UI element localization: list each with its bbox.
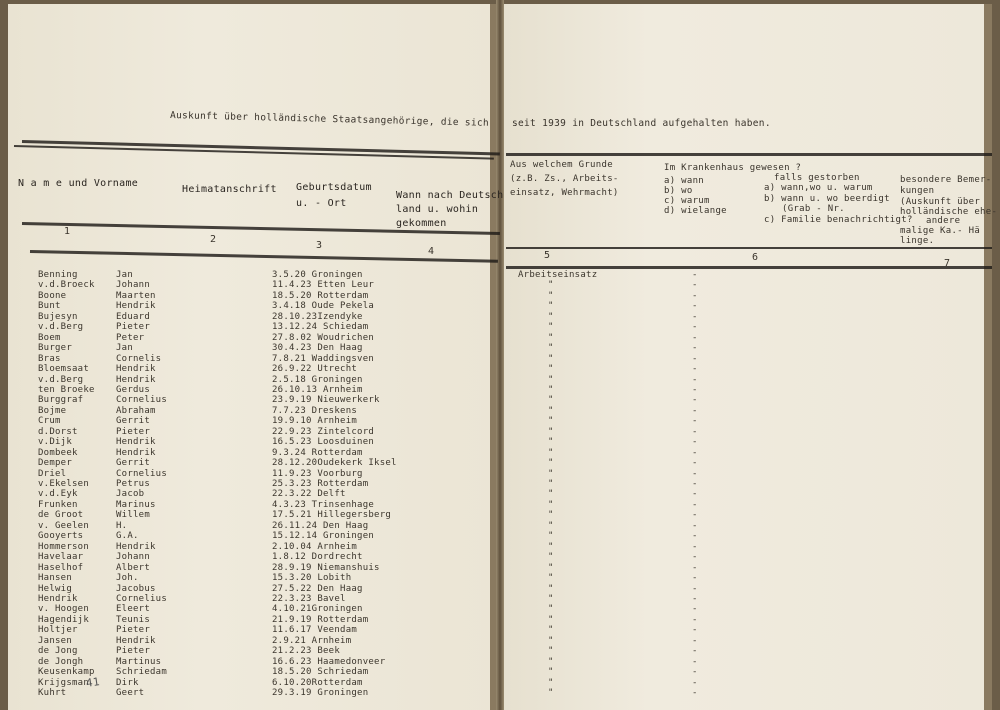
- cell-hospital-dash: -: [692, 604, 698, 615]
- cell-first-name: Peter: [116, 332, 145, 343]
- cell-first-name: Johann: [116, 552, 151, 563]
- cell-hospital-dash: -: [692, 426, 698, 437]
- col-header-remarks-4: holländische ehe-: [900, 207, 998, 217]
- cell-surname: Bras: [38, 353, 61, 364]
- col-num-3: 3: [316, 240, 323, 251]
- col-header-death-5: c) Familie benachrichtigt?: [764, 215, 913, 225]
- col-header-hospital-c: c) warum: [664, 196, 710, 206]
- cell-hospital-dash: -: [692, 405, 698, 416]
- cell-reason: ": [548, 510, 554, 521]
- cell-reason: ": [548, 332, 554, 343]
- cell-hospital-dash: -: [692, 322, 698, 333]
- cell-birth: 28.12.20Oudekerk Iksel: [272, 458, 397, 469]
- cell-hospital-dash: -: [692, 332, 698, 343]
- cell-hospital-dash: -: [692, 593, 698, 604]
- cell-hospital-dash: -: [692, 364, 698, 375]
- cell-birth: 22.3.22 Delft: [272, 489, 346, 500]
- cell-surname: v.d.Berg: [38, 374, 84, 385]
- cell-birth: 11.4.23 Etten Leur: [272, 280, 375, 291]
- cell-reason: ": [548, 573, 554, 584]
- cell-hospital-dash: -: [692, 614, 698, 625]
- cell-reason: ": [548, 604, 554, 615]
- cell-birth: 15.12.14 Groningen: [272, 531, 375, 542]
- cell-birth: 23.9.19 Nieuwerkerk: [272, 395, 380, 406]
- cell-hospital-dash: -: [692, 280, 698, 291]
- cell-reason: ": [548, 447, 554, 458]
- col-header-birth-1: Geburtsdatum: [296, 182, 372, 193]
- cell-reason: ": [548, 437, 554, 448]
- cell-hospital-dash: -: [692, 552, 698, 563]
- cell-first-name: Dirk: [116, 677, 139, 688]
- cell-first-name: Jan: [116, 270, 134, 280]
- cell-birth: 6.10.20Rotterdam: [272, 677, 363, 688]
- cell-birth: 3.5.20 Groningen: [272, 270, 363, 280]
- cell-birth: 30.4.23 Den Haag: [272, 343, 363, 354]
- cell-birth: 28.9.19 Niemanshuis: [272, 562, 380, 573]
- header-mid-rule-right: [506, 247, 992, 249]
- cell-birth: 4.10.21Groningen: [272, 604, 363, 615]
- cell-hospital-dash: -: [692, 646, 698, 657]
- cell-reason: ": [548, 635, 554, 646]
- col-header-birth-2: u. - Ort: [296, 198, 347, 209]
- cell-birth: 25.3.23 Rotterdam: [272, 479, 369, 489]
- cell-surname: v. Hoogen: [38, 604, 90, 615]
- cell-reason: ": [548, 301, 554, 312]
- cell-hospital-dash: -: [692, 290, 698, 301]
- cell-reason: ": [548, 343, 554, 354]
- col-header-when-3: gekommen: [396, 218, 447, 229]
- cell-surname: Hommerson: [38, 541, 90, 552]
- cell-first-name: Geert: [116, 688, 145, 698]
- cell-hospital-dash: -: [692, 447, 698, 458]
- cell-reason: ": [548, 499, 554, 510]
- header-bottom-rule-right: [506, 266, 992, 269]
- cell-birth: 29.3.19 Groningen: [272, 688, 369, 698]
- cell-birth: 7.7.23 Dreskens: [272, 405, 358, 416]
- cell-hospital-dash: -: [692, 562, 698, 573]
- cell-hospital-dash: -: [692, 270, 698, 280]
- col-num-7: 7: [944, 258, 951, 269]
- cell-first-name: Jacob: [116, 489, 145, 500]
- col-header-death-2: a) wann,wo u. warum: [764, 183, 873, 193]
- cell-surname: d.Dorst: [38, 426, 78, 437]
- cell-surname: Kuhrt: [38, 688, 67, 698]
- cell-reason: ": [548, 468, 554, 479]
- cell-surname: Hansen: [38, 573, 73, 584]
- col-header-remarks-1: besondere Bemer-: [900, 175, 992, 185]
- cell-surname: v.d.Broeck: [38, 280, 95, 291]
- cell-surname: Dombeek: [38, 447, 78, 458]
- cell-hospital-dash: -: [692, 353, 698, 364]
- cell-first-name: Hendrik: [116, 541, 156, 552]
- cell-first-name: Joh.: [116, 573, 139, 584]
- cell-first-name: Gerdus: [116, 384, 151, 395]
- cell-birth: 21.2.23 Beek: [272, 646, 341, 657]
- cell-reason: ": [548, 656, 554, 667]
- cell-surname: Bunt: [38, 301, 61, 312]
- cell-hospital-dash: -: [692, 531, 698, 542]
- cell-hospital-dash: -: [692, 667, 698, 678]
- header-top-rule-right: [506, 153, 992, 156]
- cell-birth: 3.4.18 Oude Pekela: [272, 301, 375, 312]
- cell-first-name: Hendrik: [116, 635, 156, 646]
- cell-surname: ten Broeke: [38, 384, 95, 395]
- title-left: Auskunft über holländische Staatsangehörige, die sich: [169, 110, 490, 129]
- cell-birth: 26.10.13 Arnheim: [272, 384, 363, 395]
- cell-reason: ": [548, 322, 554, 333]
- cell-birth: 22.3.23 Bavel: [272, 593, 346, 604]
- cell-first-name: Cornelis: [116, 353, 162, 364]
- col-header-remarks-7: linge.: [900, 236, 935, 246]
- cell-first-name: Schriedam: [116, 667, 168, 678]
- cell-hospital-dash: -: [692, 489, 698, 500]
- book-gutter: [496, 0, 504, 710]
- cell-hospital-dash: -: [692, 688, 698, 698]
- cell-first-name: Jan: [116, 343, 134, 354]
- cell-hospital-dash: -: [692, 311, 698, 322]
- col-header-death-4: (Grab - Nr.: [782, 204, 845, 214]
- cell-reason: ": [548, 426, 554, 437]
- cell-reason: ": [548, 552, 554, 563]
- cell-reason: ": [548, 280, 554, 291]
- cell-surname: Boone: [38, 290, 67, 301]
- cell-first-name: Martinus: [116, 656, 162, 667]
- cell-surname: Burger: [38, 343, 73, 354]
- cell-surname: Holtjer: [38, 625, 78, 636]
- cell-first-name: Pieter: [116, 426, 151, 437]
- cell-reason: ": [548, 353, 554, 364]
- cell-hospital-dash: -: [692, 384, 698, 395]
- cell-hospital-dash: -: [692, 677, 698, 688]
- cell-birth: 28.10.23Izendyke: [272, 311, 363, 322]
- col-header-hospital-b: b) wo: [664, 186, 693, 196]
- col-header-hospital-d: d) wielange: [664, 206, 727, 216]
- cell-first-name: Gerrit: [116, 416, 151, 427]
- cell-reason: ": [548, 374, 554, 385]
- cell-first-name: Cornelius: [116, 395, 168, 406]
- cell-surname: Krijgsman: [38, 677, 90, 688]
- cell-first-name: Willem: [116, 510, 151, 521]
- col-header-hospital-a: a) wann: [664, 176, 705, 186]
- cell-surname: Hagendijk: [38, 614, 90, 625]
- cell-birth: 27.5.22 Den Haag: [272, 583, 363, 594]
- cell-hospital-dash: -: [692, 343, 698, 354]
- cell-first-name: G.A.: [116, 531, 139, 542]
- col-num-5: 5: [544, 250, 551, 261]
- cell-hospital-dash: -: [692, 635, 698, 646]
- cell-first-name: Cornelius: [116, 593, 168, 604]
- cell-surname: Frunken: [38, 499, 78, 510]
- right-page: [502, 4, 992, 710]
- cell-first-name: Maarten: [116, 290, 156, 301]
- cell-reason: ": [548, 677, 554, 688]
- cell-surname: Hendrik: [38, 593, 78, 604]
- cell-hospital-dash: -: [692, 458, 698, 469]
- cell-reason: ": [548, 562, 554, 573]
- cell-surname: Gooyerts: [38, 531, 84, 542]
- col-header-reason-3: einsatz, Wehrmacht): [510, 188, 619, 198]
- cell-birth: 16.5.23 Loosduinen: [272, 437, 375, 448]
- cell-first-name: Albert: [116, 562, 151, 573]
- cell-birth: 7.8.21 Waddingsven: [272, 353, 375, 364]
- cell-reason: ": [548, 416, 554, 427]
- col-header-when-2: land u. wohin: [396, 204, 479, 215]
- col-header-remarks-2: kungen: [900, 186, 935, 196]
- cell-reason: ": [548, 364, 554, 375]
- col-header-when-1: Wann nach Deutsch: [396, 190, 504, 201]
- cell-surname: Helwig: [38, 583, 73, 594]
- cell-first-name: Hendrik: [116, 374, 156, 385]
- cell-birth: 27.8.02 Woudrichen: [272, 332, 375, 343]
- col-header-death-3: b) wann u. wo beerdigt: [764, 194, 890, 204]
- cell-first-name: Hendrik: [116, 437, 156, 448]
- cell-surname: Bloemsaat: [38, 364, 90, 375]
- cell-reason: ": [548, 531, 554, 542]
- cell-reason: Arbeitseinsatz: [518, 270, 598, 280]
- cell-first-name: Abraham: [116, 405, 156, 416]
- cell-birth: 15.3.20 Lobith: [272, 573, 352, 584]
- cell-birth: 9.3.24 Rotterdam: [272, 447, 363, 458]
- cell-reason: ": [548, 290, 554, 301]
- col-num-6: 6: [752, 252, 759, 263]
- cell-birth: 26.9.22 Utrecht: [272, 364, 358, 375]
- cell-surname: de Jong: [38, 646, 78, 657]
- cell-birth: 11.6.17 Veendam: [272, 625, 358, 636]
- cell-reason: ": [548, 625, 554, 636]
- cell-surname: Driel: [38, 468, 67, 479]
- cell-surname: Boem: [38, 332, 61, 343]
- cell-first-name: Pieter: [116, 646, 151, 657]
- cell-hospital-dash: -: [692, 468, 698, 479]
- cell-hospital-dash: -: [692, 583, 698, 594]
- cell-birth: 11.9.23 Voorburg: [272, 468, 363, 479]
- cell-first-name: Cornelius: [116, 468, 168, 479]
- cell-reason: ": [548, 541, 554, 552]
- cell-hospital-dash: -: [692, 573, 698, 584]
- cell-first-name: Gerrit: [116, 458, 151, 469]
- cell-birth: 21.9.19 Rotterdam: [272, 614, 369, 625]
- cell-hospital-dash: -: [692, 656, 698, 667]
- cell-surname: Bojme: [38, 405, 67, 416]
- cell-first-name: Jacobus: [116, 583, 156, 594]
- cell-hospital-dash: -: [692, 520, 698, 531]
- cell-first-name: Pieter: [116, 625, 151, 636]
- cell-birth: 13.12.24 Schiedam: [272, 322, 369, 333]
- col-header-remarks-3: (Auskunft über: [900, 197, 981, 207]
- cell-birth: 2.9.21 Arnheim: [272, 635, 352, 646]
- cell-first-name: Hendrik: [116, 301, 156, 312]
- cell-birth: 1.8.12 Dordrecht: [272, 552, 363, 563]
- col-header-remarks-6: malige Ka.- Hä: [900, 226, 981, 236]
- cell-birth: 26.11.24 Den Haag: [272, 520, 369, 531]
- cell-surname: v.Ekelsen: [38, 479, 90, 489]
- cell-reason: ": [548, 395, 554, 406]
- cell-reason: ": [548, 667, 554, 678]
- col-header-reason-2: (z.B. Zs., Arbeits-: [510, 174, 619, 184]
- col-header-address: Heimatanschrift: [182, 184, 277, 195]
- cell-birth: 2.5.18 Groningen: [272, 374, 363, 385]
- col-header-death-1: falls gestorben: [774, 173, 860, 183]
- cell-hospital-dash: -: [692, 499, 698, 510]
- cell-reason: ": [548, 311, 554, 322]
- cell-surname: v.d.Eyk: [38, 489, 78, 500]
- margin-note: 41: [85, 675, 101, 690]
- col-header-remarks-5: andere: [926, 216, 961, 226]
- cell-reason: ": [548, 520, 554, 531]
- cell-reason: ": [548, 384, 554, 395]
- cell-birth: 22.9.23 Zintelcord: [272, 426, 375, 437]
- cell-hospital-dash: -: [692, 374, 698, 385]
- cell-reason: ": [548, 489, 554, 500]
- cell-birth: 2.10.04 Arnheim: [272, 541, 358, 552]
- cell-surname: Crum: [38, 416, 61, 427]
- cell-first-name: Marinus: [116, 499, 156, 510]
- cell-first-name: Petrus: [116, 479, 151, 489]
- cell-reason: ": [548, 479, 554, 489]
- cell-hospital-dash: -: [692, 625, 698, 636]
- title-right: seit 1939 in Deutschland aufgehalten haben.: [512, 118, 771, 129]
- cell-first-name: Teunis: [116, 614, 151, 625]
- col-num-2: 2: [210, 234, 217, 245]
- cell-hospital-dash: -: [692, 479, 698, 489]
- cell-hospital-dash: -: [692, 301, 698, 312]
- cell-surname: Bujesyn: [38, 311, 78, 322]
- cell-hospital-dash: -: [692, 416, 698, 427]
- cell-surname: Burggraf: [38, 395, 84, 406]
- cell-birth: 16.6.23 Haamedonveer: [272, 656, 386, 667]
- cell-first-name: Hendrik: [116, 364, 156, 375]
- cell-surname: v. Geelen: [38, 520, 90, 531]
- cell-surname: Jansen: [38, 635, 73, 646]
- cell-first-name: Hendrik: [116, 447, 156, 458]
- cell-birth: 4.3.23 Trinsenhage: [272, 499, 375, 510]
- cell-reason: ": [548, 405, 554, 416]
- cell-surname: v.d.Berg: [38, 322, 84, 333]
- cell-surname: Haselhof: [38, 562, 84, 573]
- cell-reason: ": [548, 614, 554, 625]
- col-num-1: 1: [64, 226, 71, 237]
- col-num-4: 4: [428, 246, 435, 257]
- cell-reason: ": [548, 458, 554, 469]
- cell-first-name: Pieter: [116, 322, 151, 333]
- cell-reason: ": [548, 593, 554, 604]
- cell-hospital-dash: -: [692, 437, 698, 448]
- cell-reason: ": [548, 583, 554, 594]
- cell-surname: Havelaar: [38, 552, 84, 563]
- col-header-name: N a m e und Vorname: [18, 178, 139, 189]
- cell-reason: ": [548, 646, 554, 657]
- cell-surname: Keusenkamp: [38, 667, 95, 678]
- cell-hospital-dash: -: [692, 395, 698, 406]
- cell-hospital-dash: -: [692, 541, 698, 552]
- cell-first-name: H.: [116, 520, 128, 531]
- cell-birth: 18.5.20 Schriedam: [272, 667, 369, 678]
- cell-hospital-dash: -: [692, 510, 698, 521]
- cell-first-name: Eleert: [116, 604, 151, 615]
- cell-first-name: Johann: [116, 280, 151, 291]
- cell-first-name: Eduard: [116, 311, 151, 322]
- cell-birth: 19.9.10 Arnheim: [272, 416, 358, 427]
- cell-surname: de Groot: [38, 510, 84, 521]
- col-header-hospital: Im Krankenhaus gewesen ?: [664, 163, 802, 173]
- cell-reason: ": [548, 688, 554, 698]
- cell-birth: 17.5.21 Hillegersberg: [272, 510, 392, 521]
- cell-birth: 18.5.20 Rotterdam: [272, 290, 369, 301]
- cell-surname: Demper: [38, 458, 73, 469]
- cell-surname: de Jongh: [38, 656, 84, 667]
- cell-surname: Benning: [38, 270, 78, 280]
- cell-surname: v.Dijk: [38, 437, 73, 448]
- col-header-reason-1: Aus welchem Grunde: [510, 160, 613, 170]
